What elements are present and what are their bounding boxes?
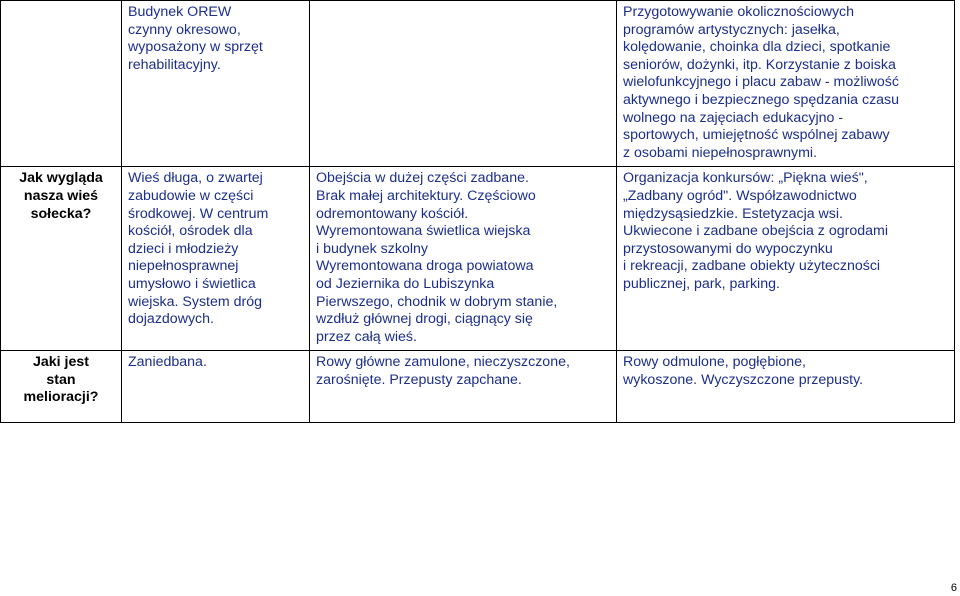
text-line: środkowej. W centrum bbox=[128, 205, 269, 222]
assessment-cell bbox=[310, 167, 617, 351]
text-line: odremontowany kościół. bbox=[316, 205, 469, 222]
text-line: rehabilitacyjny. bbox=[128, 56, 221, 73]
text-line: Przygotowywanie okolicznościowych bbox=[623, 4, 855, 20]
text-line: programów artystycznych: jasełka, bbox=[623, 21, 840, 38]
page-number: 6 bbox=[950, 582, 957, 594]
text-line: seniorów, dożynki, itp. Korzystanie z boiska bbox=[623, 56, 896, 73]
question-cell bbox=[1, 1, 122, 167]
text-line: Wieś długa, o zwartej bbox=[128, 170, 263, 187]
text-line: wyposażony w sprzęt bbox=[128, 39, 263, 56]
text-line: przystosowanymi do wypoczynku bbox=[623, 240, 833, 257]
goal-cell bbox=[617, 351, 955, 423]
question-line: sołecka? bbox=[30, 205, 92, 222]
table-row bbox=[1, 167, 955, 351]
question-line: melioracji? bbox=[23, 389, 99, 406]
question-line: stan bbox=[46, 371, 76, 388]
question-line: nasza wieś bbox=[23, 187, 99, 204]
text-line: Rowy główne zamulone, nieczyszczone, bbox=[316, 354, 570, 371]
text-line: kolędowanie, choinka dla dzieci, spotkanie bbox=[623, 39, 891, 56]
text-line: z osobami niepełnosprawnymi. bbox=[623, 144, 817, 161]
table-row bbox=[1, 1, 955, 167]
text-line: umysłowo i świetlica bbox=[128, 275, 256, 292]
assessment-cell bbox=[310, 351, 617, 423]
text-line: wzdłuż głównej drogi, ciągnący się bbox=[316, 311, 533, 328]
text-line: od Jeziernika do Lubiszynka bbox=[316, 275, 495, 292]
text-line: Rowy odmulone, pogłębione, bbox=[623, 354, 806, 371]
text-line: Brak małej architektury. Częściowo bbox=[316, 187, 536, 204]
text-line: Ukwiecone i zadbane obejścia z ogrodami bbox=[623, 223, 888, 240]
current-state-cell bbox=[122, 167, 310, 351]
goal-cell bbox=[617, 1, 955, 167]
text-line: wiejska. System dróg bbox=[128, 293, 263, 310]
text-line: sportowych, umiejętność wspólnej zabawy bbox=[623, 127, 890, 144]
text-line: kościół, ośrodek dla bbox=[128, 223, 253, 240]
text-line: Obejścia w dużej części zadbane. bbox=[316, 170, 529, 187]
text-line: Wyremontowana świetlica wiejska bbox=[316, 223, 531, 240]
text-line: wolnego na zajęciach edukacyjno - bbox=[623, 109, 844, 126]
text-line: zabudowie w części bbox=[128, 187, 254, 204]
text-line: dzieci i młodzieży bbox=[128, 240, 239, 257]
text-line: wielofunkcyjnego i placu zabaw - możliwość bbox=[623, 74, 899, 91]
text-line: Budynek OREW bbox=[128, 4, 232, 20]
text-line: dojazdowych. bbox=[128, 311, 214, 328]
text-line: zarośnięte. Przepusty zapchane. bbox=[316, 371, 522, 388]
question-cell bbox=[1, 351, 122, 423]
text-line: Pierwszego, chodnik w dobrym stanie, bbox=[316, 293, 558, 310]
question-line: Jaki jest bbox=[32, 354, 89, 371]
text-line: publicznej, park, parking. bbox=[623, 275, 780, 292]
text-line: przez całą wieś. bbox=[316, 328, 417, 345]
text-line: aktywnego i bezpiecznego spędzania czasu bbox=[623, 91, 900, 108]
table-row bbox=[1, 351, 955, 423]
current-state-cell bbox=[122, 351, 310, 423]
current-state-cell bbox=[122, 1, 310, 167]
text-line: Wyremontowana droga powiatowa bbox=[316, 258, 534, 275]
text-line: Organizacja konkursów: „Piękna wieś", bbox=[623, 170, 868, 187]
assessment-cell bbox=[310, 1, 617, 167]
goal-cell bbox=[617, 167, 955, 351]
text-line: i rekreacji, zadbane obiekty użyteczności bbox=[623, 258, 881, 275]
question-line: Jak wygląda bbox=[19, 170, 103, 187]
text-line: czynny okresowo, bbox=[128, 21, 241, 38]
text-line: wykoszone. Wyczyszczone przepusty. bbox=[623, 371, 864, 388]
question-cell bbox=[1, 167, 122, 351]
text-line: niepełnosprawnej bbox=[128, 258, 239, 275]
text-line: i budynek szkolny bbox=[316, 240, 428, 257]
text-line: międzysąsiedzkie. Estetyzacja wsi. bbox=[623, 205, 843, 222]
text-line: Zaniedbana. bbox=[128, 354, 207, 371]
text-line: „Zadbany ogród". Współzawodnictwo bbox=[623, 187, 857, 204]
